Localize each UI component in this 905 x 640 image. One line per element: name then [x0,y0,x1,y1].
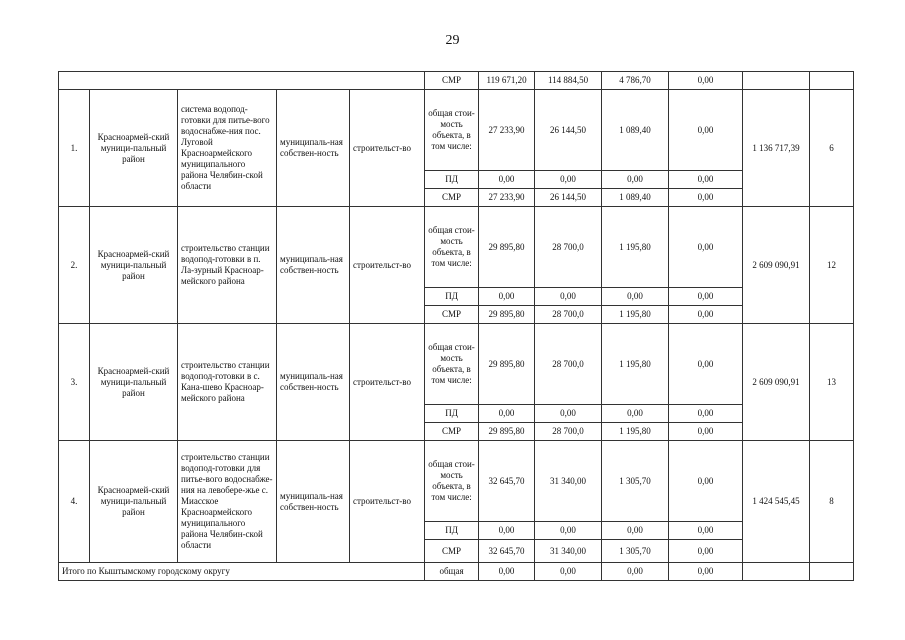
local-cell: 0,00 [669,189,743,207]
regional-cell: 0,00 [602,522,669,540]
federal-cell: 26 144,50 [535,189,602,207]
total-cell: 27 233,90 [479,90,535,171]
federal-cell: 0,00 [535,405,602,423]
total-cell: 29 895,80 [479,423,535,441]
empty-cell [810,72,854,90]
regional-cell: 1 195,80 [602,423,669,441]
empty-cell [743,72,810,90]
local-cell: 0,00 [669,171,743,189]
local-cell: 0,00 [669,90,743,171]
district-cell: Красноармей-ский муници-пальный район [90,207,178,324]
cost-type-cell: общая стои-мость объекта, в том числе: [425,207,479,288]
empty-cell [59,72,425,90]
investment-table [58,71,854,581]
table-row [59,563,854,581]
cost-type-cell: СМР [425,189,479,207]
local-cell: 0,00 [669,522,743,540]
regional-cell: 1 089,40 [602,90,669,171]
cost-type-cell: ПД [425,288,479,306]
cost-type-cell: общая [425,563,479,581]
federal-cell: 0,00 [535,563,602,581]
regional-cell: 1 305,70 [602,441,669,522]
federal-cell: 26 144,50 [535,90,602,171]
object-name-cell: строительство станции водопод-готовки в с. Кана-шево Красноар-мейского района [178,324,277,441]
row-number: 2. [59,207,90,324]
empty-cell [810,563,854,581]
cost-cell: 2 609 090,91 [743,324,810,441]
federal-cell: 0,00 [535,171,602,189]
row-number: 4. [59,441,90,563]
local-cell: 0,00 [669,288,743,306]
cost-type-cell: общая стои-мость объекта, в том числе: [425,90,479,171]
work-type-cell: строительст-во [350,207,425,324]
cost-type-cell: СМР [425,423,479,441]
local-cell: 0,00 [669,563,743,581]
row-number: 3. [59,324,90,441]
regional-cell: 1 305,70 [602,540,669,563]
cost-type-cell: общая стои-мость объекта, в том числе: [425,441,479,522]
federal-cell: 28 700,0 [535,207,602,288]
local-cell: 0,00 [669,324,743,405]
object-name-cell: строительство станции водопод-готовки в п. Ла-зурный Красноар-мейского района [178,207,277,324]
federal-cell: 114 884,50 [535,72,602,90]
cost-type-cell: ПД [425,522,479,540]
cost-type-cell: СМР [425,306,479,324]
total-cell: 0,00 [479,522,535,540]
federal-cell: 28 700,0 [535,324,602,405]
district-cell: Красноармей-ский муници-пальный район [90,90,178,207]
ownership-cell: муниципаль-ная собствен-ность [277,90,350,207]
cost-type-cell: общая стои-мость объекта, в том числе: [425,324,479,405]
local-cell: 0,00 [669,441,743,522]
total-cell: 0,00 [479,288,535,306]
row-number: 1. [59,90,90,207]
ownership-cell: муниципаль-ная собствен-ность [277,441,350,563]
cost-type-cell: ПД [425,405,479,423]
quantity-cell: 8 [810,441,854,563]
ownership-cell: муниципаль-ная собствен-ность [277,324,350,441]
local-cell: 0,00 [669,72,743,90]
regional-cell: 1 195,80 [602,324,669,405]
total-cell: 0,00 [479,171,535,189]
quantity-cell: 13 [810,324,854,441]
regional-cell: 1 089,40 [602,189,669,207]
federal-cell: 31 340,00 [535,441,602,522]
district-cell: Красноармей-ский муници-пальный район [90,441,178,563]
table-row [59,72,854,90]
total-cell: 32 645,70 [479,441,535,522]
local-cell: 0,00 [669,207,743,288]
table-row [59,441,854,522]
total-cell: 29 895,80 [479,207,535,288]
quantity-cell: 6 [810,90,854,207]
local-cell: 0,00 [669,540,743,563]
object-name-cell: строительство станции водопод-готовки для питье-вого водоснабже-ния на левобере-жье с. Миасское Красноармейского муниципального района Челябин-ской области [178,441,277,563]
object-name-cell: система водопод-готовки для питье-вого водоснабже-ния пос. Луговой Красноармейского муниципального района Челябин-ской области [178,90,277,207]
ownership-cell: муниципаль-ная собствен-ность [277,207,350,324]
table-row [59,324,854,405]
local-cell: 0,00 [669,423,743,441]
page-number: 29 [445,33,460,48]
cost-cell: 1 424 545,45 [743,441,810,563]
work-type-cell: строительст-во [350,324,425,441]
federal-cell: 28 700,0 [535,306,602,324]
cost-cell: 2 609 090,91 [743,207,810,324]
cost-type-cell: СМР [425,72,479,90]
regional-cell: 0,00 [602,171,669,189]
cost-cell: 1 136 717,39 [743,90,810,207]
local-cell: 0,00 [669,306,743,324]
regional-cell: 0,00 [602,405,669,423]
total-cell: 32 645,70 [479,540,535,563]
table-row [59,207,854,288]
total-cell: 27 233,90 [479,189,535,207]
regional-cell: 1 195,80 [602,306,669,324]
regional-cell: 0,00 [602,288,669,306]
quantity-cell: 12 [810,207,854,324]
regional-cell: 4 786,70 [602,72,669,90]
federal-cell: 0,00 [535,522,602,540]
total-cell: 119 671,20 [479,72,535,90]
cost-type-cell: ПД [425,171,479,189]
regional-cell: 0,00 [602,563,669,581]
total-row-label: Итого по Кыштымскому городскому округу [59,563,425,581]
total-cell: 0,00 [479,405,535,423]
total-cell: 29 895,80 [479,324,535,405]
empty-cell [743,563,810,581]
work-type-cell: строительст-во [350,441,425,563]
federal-cell: 31 340,00 [535,540,602,563]
regional-cell: 1 195,80 [602,207,669,288]
federal-cell: 28 700,0 [535,423,602,441]
work-type-cell: строительст-во [350,90,425,207]
total-cell: 29 895,80 [479,306,535,324]
district-cell: Красноармей-ский муници-пальный район [90,324,178,441]
total-cell: 0,00 [479,563,535,581]
local-cell: 0,00 [669,405,743,423]
table-row [59,90,854,171]
federal-cell: 0,00 [535,288,602,306]
cost-type-cell: СМР [425,540,479,563]
